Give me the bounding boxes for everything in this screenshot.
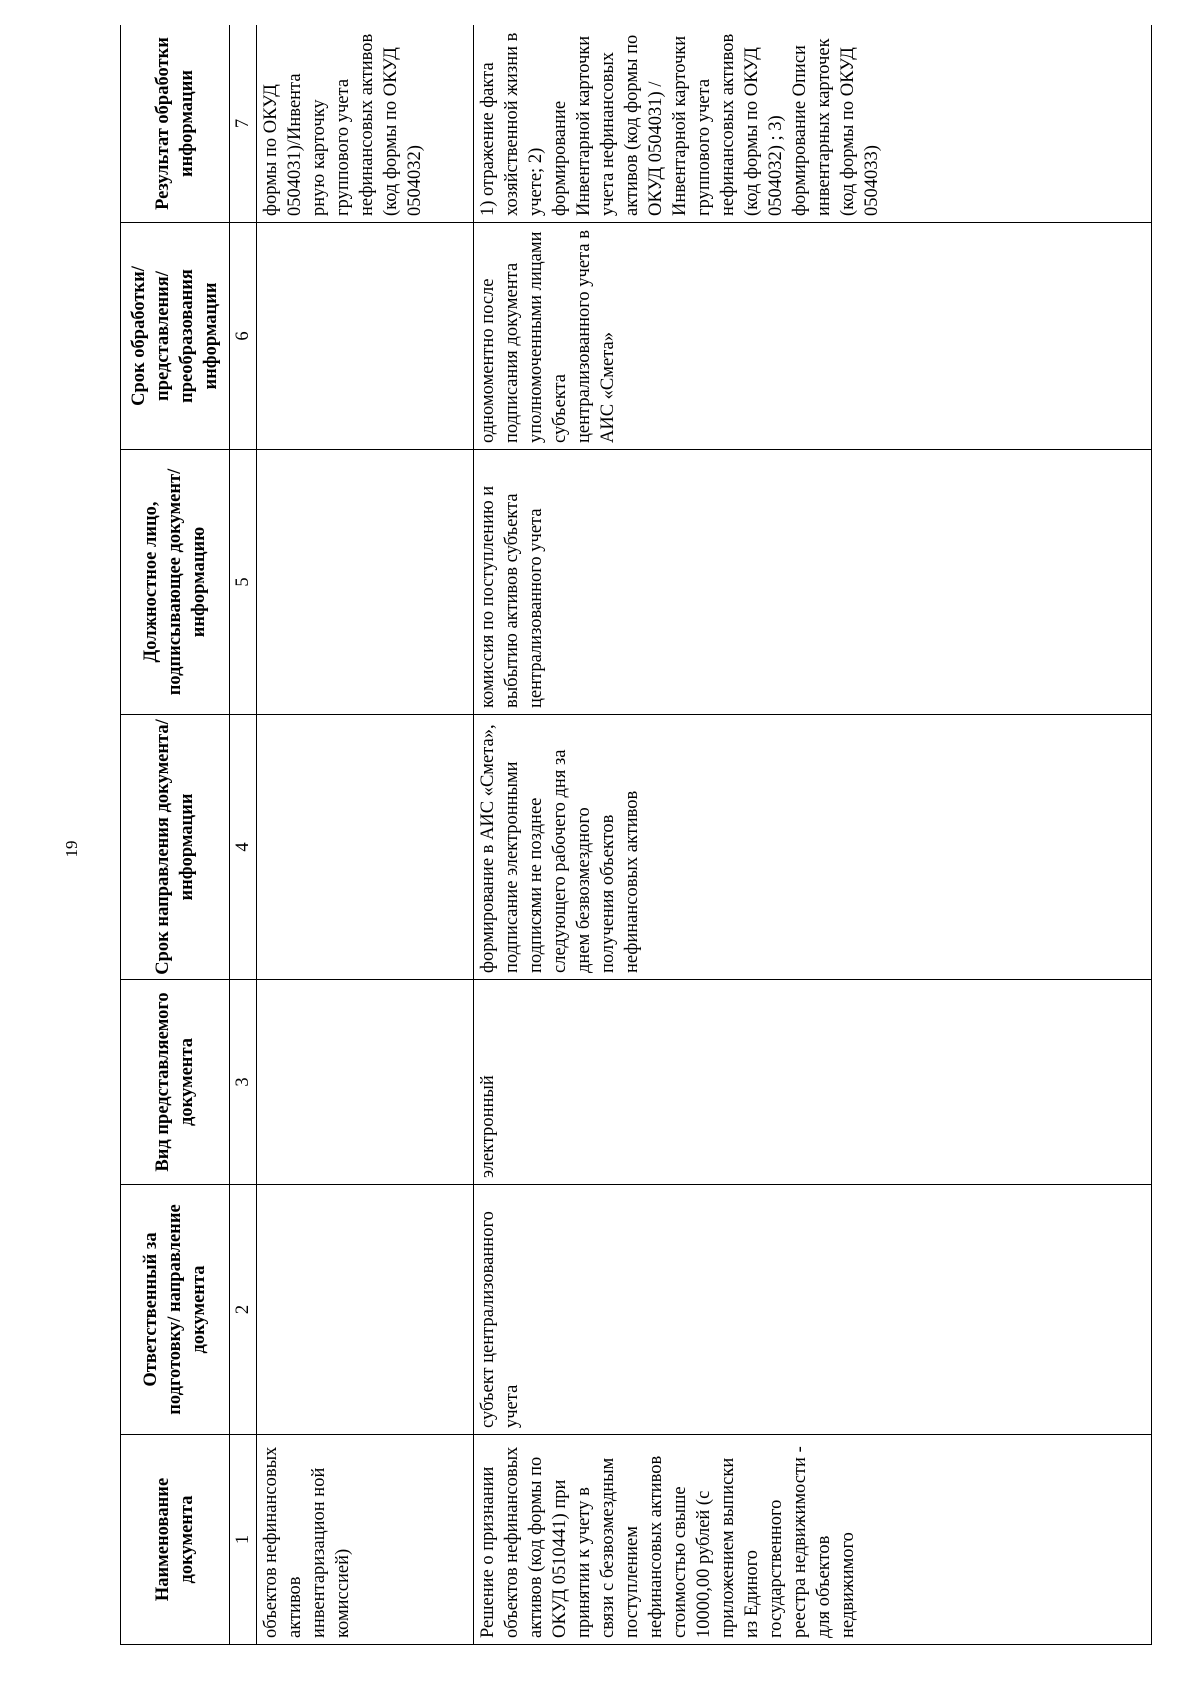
table-cell-processing-result: формы по ОКУД 0504031)/Инвента рную карточку группового учета нефинансовых активов (код формы по ОКУД 0504032) xyxy=(257,25,474,223)
header-processing-result: Результат обработки информации xyxy=(121,25,230,223)
column-number: 6 xyxy=(230,223,257,450)
table-cell-submission-deadline: формирование в АИС «Смета», подписание электронными подписями не позднее следующего рабочего дня за днем безвозмездного получения объектов нефинансовых активов xyxy=(474,715,1152,980)
table-cell-submission-deadline xyxy=(257,715,474,980)
table-header-row xyxy=(121,25,230,1645)
header-submission-deadline: Срок направления документа/ информации xyxy=(121,715,230,980)
column-number-row xyxy=(230,25,257,1645)
table-cell-signing-official: комиссия по поступлению и выбытию активов субъекта централизованного учета xyxy=(474,450,1152,715)
header-document-type: Вид представляемого документа xyxy=(121,980,230,1185)
table-cell-document-name: объектов нефинансовых активов инвентаризацион ной комиссией) xyxy=(257,1435,474,1645)
column-number: 7 xyxy=(230,25,257,223)
table-cell-processing-deadline: одномоментно после подписания документа уполномоченными лицами субъекта централизованного учета в АИС «Смета» xyxy=(474,223,1152,450)
table-cell-processing-deadline xyxy=(257,223,474,450)
rotated-table-container xyxy=(120,25,1152,1645)
table-row xyxy=(474,25,1152,1645)
table-cell-document-type xyxy=(257,980,474,1185)
column-number: 3 xyxy=(230,980,257,1185)
page-number: 19 xyxy=(62,840,81,858)
header-signing-official: Должностное лицо, подписывающее документ/информацию xyxy=(121,450,230,715)
column-number: 4 xyxy=(230,715,257,980)
document-table-frame xyxy=(120,25,1152,1645)
column-number: 5 xyxy=(230,450,257,715)
table-cell-responsible: субъект централизованного учета xyxy=(474,1185,1152,1435)
table-cell-responsible xyxy=(257,1185,474,1435)
table-cell-document-name: Решение о признании объектов нефинансовых активов (код формы по ОКУД 0510441) при принятии к учету в связи с безвозмездным поступлением нефинансовых активов стоимостью свыше 10000,00 рублей (с приложением выписки из Единого государственного реестра недвижимости - для объектов недвижимого xyxy=(474,1435,1152,1645)
document-flow-table xyxy=(120,25,1152,1645)
column-number: 1 xyxy=(230,1435,257,1645)
header-responsible: Ответственный за подготовку/ направление документа xyxy=(121,1185,230,1435)
table-cell-signing-official xyxy=(257,450,474,715)
header-document-name: Наименование документа xyxy=(121,1435,230,1645)
table-cell-processing-result: 1) отражение факта хозяйственной жизни в учете; 2) формирование Инвентарной карточки учета нефинансовых активов (код формы по ОКУД 0504031) /Инвентарной карточки группового учета нефинансовых активов (код формы по ОКУД 0504032) ; 3) формирование Описи инвентарных карточек (код формы по ОКУД 0504033) xyxy=(474,25,1152,223)
table-row xyxy=(257,25,474,1645)
table-cell-document-type: электронный xyxy=(474,980,1152,1185)
column-number: 2 xyxy=(230,1185,257,1435)
header-processing-deadline: Срок обработки/ представления/ преобразования информации xyxy=(121,223,230,450)
